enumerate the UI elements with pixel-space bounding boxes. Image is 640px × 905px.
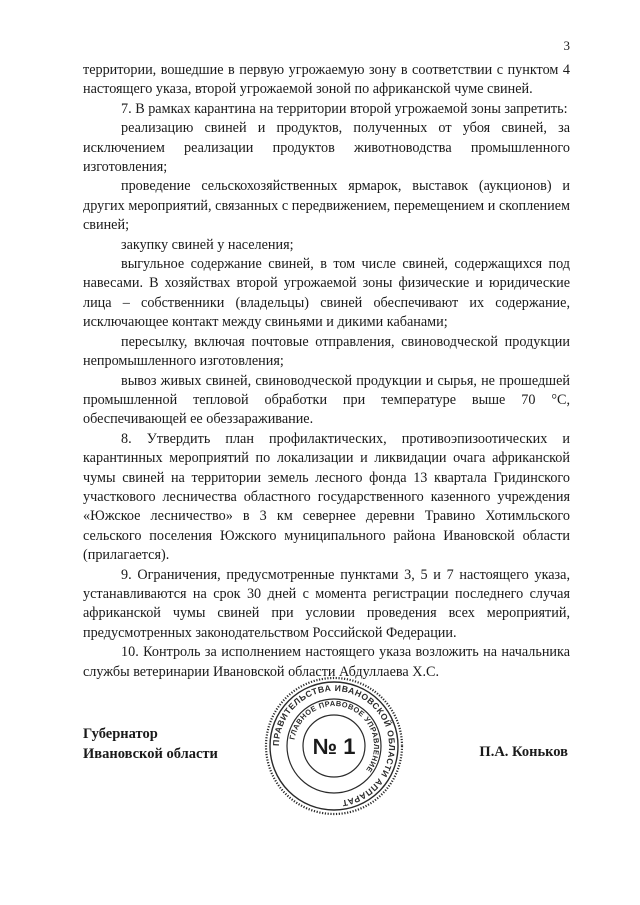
paragraph: выгульное содержание свиней, в том числе свиней, содержащихся под навесами. В хозяйствах второй угрожаемой зоны физические и юридические лица – собственники (владельцы) свиней обеспечивают их содержание, исключающее контакт между свиньями и дикими кабанами; (83, 256, 570, 331)
signatory-name: П.А. Коньков (479, 744, 568, 760)
position-line: Губернатор (83, 726, 158, 742)
paragraph: вывоз живых свиней, свиноводческой продукции и сырья, не прошедшей промышленной тепловой обработки при температуре выше 70 °С, обеспечивающей ее обеззараживание. (83, 372, 570, 428)
paragraph: территории, вошедшие в первую угрожаемую зону в соответствии с пунктом 4 настоящего указа, второй угрожаемой зоной по африканской чуме свиней. (83, 62, 570, 98)
paragraph: 7. В рамках карантина на территории второй угрожаемой зоны запретить: (121, 100, 568, 117)
seal-number: № 1 (312, 734, 356, 759)
paragraph: пересылку, включая почтовые отправления, свиноводческой продукции непромышленного изготовления; (83, 333, 570, 370)
paragraph: 10. Контроль за исполнением настоящего указа возложить на начальника службы ветеринарии Ивановской области Абдуллаева Х.С. (83, 644, 570, 680)
position-line: Ивановской области (83, 746, 218, 762)
paragraph: реализацию свиней и продуктов, полученных от убоя свиней, за исключением реализации продуктов животноводства промышленного изготовления; (83, 120, 570, 176)
paragraph: закупку свиней у населения; (121, 236, 294, 253)
seal-inner-text: ГЛАВНОЕ ПРАВОВОЕ УПРАВЛЕНИЕ (287, 698, 382, 775)
paragraph: 8. Утвердить план профилактических, противоэпизоотических и карантинных мероприятий по локализации и ликвидации очага африканской чумы свиней на территории земель лесного фонда 13 квартала Гридинского участкового лесничества областного государственного казенного учреждения «Южское лесничество» в 3 км севернее деревни Травино Хотимльского сельского поселения Южского муниципального района Ивановской области (прилагается). (83, 430, 570, 564)
seal-outer-text: ПРАВИТЕЛЬСТВА ИВАНОВСКОЙ ОБЛАСТИ АППАРАТ (270, 682, 398, 809)
page-number: 3 (563, 38, 570, 53)
seal-graphic (263, 675, 405, 817)
paragraph: проведение сельскохозяйственных ярмарок, выставок (аукционов) и других мероприятий, связанных с передвижением, перемещением и скоплением свиней; (83, 178, 570, 234)
official-seal (263, 675, 405, 817)
paragraph: 9. Ограничения, предусмотренные пунктами 3, 5 и 7 настоящего указа, устанавливаются на срок 30 дней с момента регистрации последнего случая африканской чумы свиней при условии проведения всех мероприятий, предусмотренных законодательством Российской Федерации. (83, 566, 570, 641)
signatory-position (83, 724, 218, 764)
document-body (83, 61, 570, 682)
